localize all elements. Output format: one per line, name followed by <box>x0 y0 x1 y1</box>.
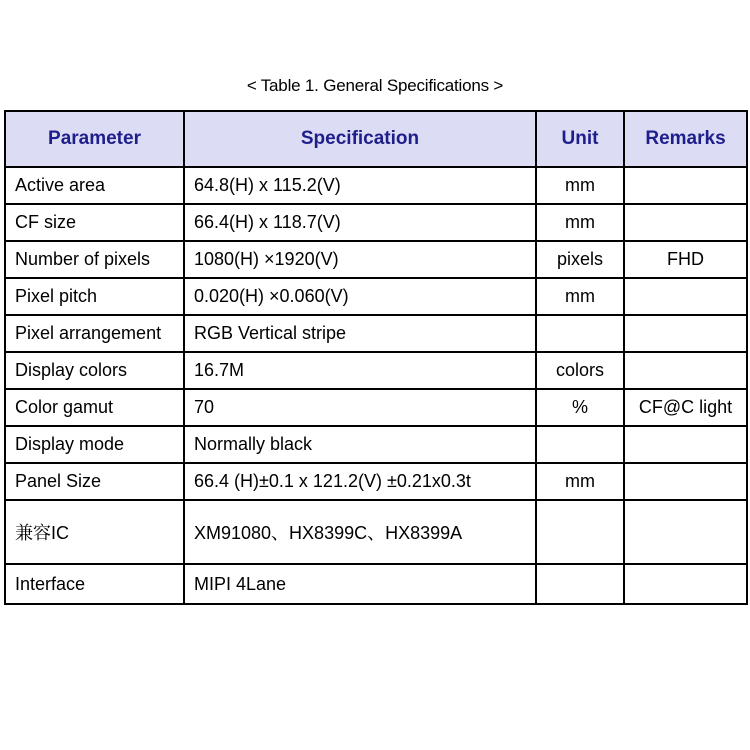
parameter-cell: Color gamut <box>5 389 184 426</box>
table-header-row <box>5 111 747 167</box>
unit-cell: colors <box>536 352 624 389</box>
specification-cell: XM91080、HX8399C、HX8399A <box>184 500 536 564</box>
unit-cell: pixels <box>536 241 624 278</box>
remarks-cell <box>624 278 747 315</box>
header-unit: Unit <box>536 111 624 167</box>
unit-cell <box>536 315 624 352</box>
general-specifications-table <box>4 110 748 605</box>
table-row <box>5 241 747 278</box>
parameter-cell: Pixel pitch <box>5 278 184 315</box>
unit-cell: mm <box>536 463 624 500</box>
parameter-cell: Interface <box>5 564 184 604</box>
header-parameter: Parameter <box>5 111 184 167</box>
parameter-cell: Panel Size <box>5 463 184 500</box>
table-row <box>5 426 747 463</box>
remarks-cell <box>624 315 747 352</box>
remarks-cell <box>624 167 747 204</box>
parameter-cell: Display mode <box>5 426 184 463</box>
remarks-cell: CF@C light <box>624 389 747 426</box>
remarks-cell <box>624 500 747 564</box>
specification-cell: 16.7M <box>184 352 536 389</box>
specification-cell: 66.4 (H)±0.1 x 121.2(V) ±0.21x0.3t <box>184 463 536 500</box>
parameter-cell: 兼容IC <box>5 500 184 564</box>
table-row <box>5 352 747 389</box>
parameter-cell: Active area <box>5 167 184 204</box>
table-caption: < Table 1. General Specifications > <box>246 76 504 95</box>
table-row <box>5 204 747 241</box>
unit-cell <box>536 426 624 463</box>
unit-cell: % <box>536 389 624 426</box>
table-row <box>5 463 747 500</box>
specification-cell: 0.020(H) ×0.060(V) <box>184 278 536 315</box>
remarks-cell <box>624 463 747 500</box>
header-remarks: Remarks <box>624 111 747 167</box>
unit-cell <box>536 564 624 604</box>
specification-cell: 1080(H) ×1920(V) <box>184 241 536 278</box>
remarks-cell <box>624 352 747 389</box>
unit-cell: mm <box>536 278 624 315</box>
specification-cell: Normally black <box>184 426 536 463</box>
parameter-cell: Number of pixels <box>5 241 184 278</box>
specification-cell: RGB Vertical stripe <box>184 315 536 352</box>
remarks-cell <box>624 204 747 241</box>
specification-cell: 64.8(H) x 115.2(V) <box>184 167 536 204</box>
specification-cell: MIPI 4Lane <box>184 564 536 604</box>
unit-cell: mm <box>536 167 624 204</box>
unit-cell <box>536 500 624 564</box>
remarks-cell: FHD <box>624 241 747 278</box>
table-row <box>5 389 747 426</box>
header-specification: Specification <box>184 111 536 167</box>
table-row <box>5 500 747 564</box>
unit-cell: mm <box>536 204 624 241</box>
table-row <box>5 315 747 352</box>
parameter-cell: CF size <box>5 204 184 241</box>
parameter-cell: Pixel arrangement <box>5 315 184 352</box>
specification-cell: 70 <box>184 389 536 426</box>
table-row <box>5 564 747 604</box>
remarks-cell <box>624 426 747 463</box>
table-row <box>5 167 747 204</box>
remarks-cell <box>624 564 747 604</box>
table-row <box>5 278 747 315</box>
parameter-cell: Display colors <box>5 352 184 389</box>
specification-cell: 66.4(H) x 118.7(V) <box>184 204 536 241</box>
